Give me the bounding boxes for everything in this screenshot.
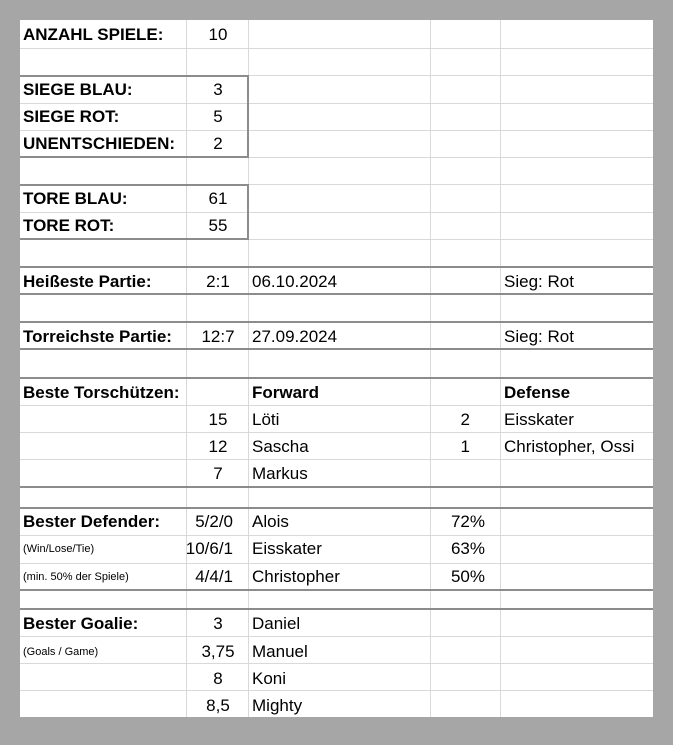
goals-red-value: 55 bbox=[208, 216, 228, 235]
defender-note-min: (min. 50% der Spiele) bbox=[23, 571, 129, 583]
defender-note-wlt: (Win/Lose/Tie) bbox=[23, 543, 95, 555]
wins-blue-label: SIEGE BLAU: bbox=[23, 80, 133, 99]
wins-red-label: SIEGE ROT: bbox=[23, 107, 120, 126]
defender-record: 5/2/0 bbox=[195, 512, 233, 531]
goalie-label: Bester Goalie: bbox=[23, 614, 139, 633]
defense-goals: 2 bbox=[460, 410, 470, 429]
defender-pct: 50% bbox=[450, 567, 485, 586]
section-border bbox=[20, 321, 653, 323]
defender-record: 10/6/1 bbox=[185, 539, 233, 558]
draws-label: UNENTSCHIEDEN: bbox=[23, 134, 176, 153]
wins-blue-value: 3 bbox=[213, 80, 223, 99]
row-divider bbox=[20, 405, 653, 406]
row-divider bbox=[20, 212, 653, 213]
section-border bbox=[20, 184, 248, 186]
goals-red-label: TORE ROT: bbox=[23, 216, 115, 235]
defender-label: Bester Defender: bbox=[23, 512, 160, 531]
row-divider bbox=[20, 130, 653, 131]
scorers-label: Beste Torschützen: bbox=[23, 383, 180, 402]
games-label: ANZAHL SPIELE: bbox=[23, 25, 164, 44]
defense-name: Christopher, Ossi bbox=[504, 437, 635, 456]
defender-pct: 72% bbox=[450, 512, 485, 531]
row-divider bbox=[20, 103, 653, 104]
forward-header: Forward bbox=[252, 383, 320, 402]
defender-record: 4/4/1 bbox=[195, 567, 233, 586]
defender-name: Christopher bbox=[252, 567, 340, 586]
column-divider bbox=[186, 20, 187, 717]
section-border bbox=[20, 156, 248, 158]
section-border bbox=[20, 486, 653, 488]
forward-name: Markus bbox=[252, 464, 308, 483]
forward-goals: 15 bbox=[208, 410, 228, 429]
hottest-date: 06.10.2024 bbox=[252, 272, 338, 291]
defense-header: Defense bbox=[504, 383, 571, 402]
row-divider bbox=[20, 48, 653, 49]
row-divider bbox=[20, 535, 653, 536]
forward-goals: 12 bbox=[208, 437, 228, 456]
hottest-label: Heißeste Partie: bbox=[23, 272, 152, 291]
section-border bbox=[20, 377, 653, 379]
section-border bbox=[20, 238, 248, 240]
section-border bbox=[20, 266, 653, 268]
forward-name: Sascha bbox=[252, 437, 309, 456]
goalie-value: 8,5 bbox=[206, 696, 230, 715]
defender-name: Alois bbox=[252, 512, 289, 531]
goalie-name: Mighty bbox=[252, 696, 303, 715]
highest-scoring-score: 12:7 bbox=[201, 327, 235, 346]
section-border bbox=[20, 507, 653, 509]
forward-goals: 7 bbox=[213, 464, 223, 483]
defender-name: Eisskater bbox=[252, 539, 322, 558]
wins-red-value: 5 bbox=[213, 107, 223, 126]
goalie-value: 8 bbox=[213, 669, 223, 688]
hottest-result: Sieg: Rot bbox=[504, 272, 574, 291]
goals-blue-value: 61 bbox=[208, 189, 228, 208]
games-value: 10 bbox=[208, 25, 228, 44]
goalie-name: Koni bbox=[252, 669, 287, 688]
row-divider bbox=[20, 690, 653, 691]
row-divider bbox=[20, 432, 653, 433]
section-border bbox=[20, 75, 248, 77]
goalie-note: (Goals / Game) bbox=[23, 646, 99, 658]
goalie-name: Manuel bbox=[252, 642, 308, 661]
goalie-value: 3 bbox=[213, 614, 223, 633]
hottest-score: 2:1 bbox=[206, 272, 230, 291]
highest-scoring-label: Torreichste Partie: bbox=[23, 327, 172, 346]
column-divider bbox=[430, 20, 431, 717]
section-border bbox=[20, 589, 653, 591]
goals-blue-label: TORE BLAU: bbox=[23, 189, 128, 208]
draws-value: 2 bbox=[213, 134, 223, 153]
column-divider bbox=[500, 20, 501, 717]
row-divider bbox=[20, 663, 653, 664]
section-border bbox=[20, 608, 653, 610]
highest-scoring-date: 27.09.2024 bbox=[252, 327, 338, 346]
goalie-value: 3,75 bbox=[201, 642, 235, 661]
defense-name: Eisskater bbox=[504, 410, 574, 429]
highest-scoring-result: Sieg: Rot bbox=[504, 327, 574, 346]
row-divider bbox=[20, 563, 653, 564]
defense-goals: 1 bbox=[460, 437, 470, 456]
row-divider bbox=[20, 459, 653, 460]
row-divider bbox=[20, 636, 653, 637]
defender-pct: 63% bbox=[450, 539, 485, 558]
spreadsheet bbox=[20, 20, 653, 717]
goalie-name: Daniel bbox=[252, 614, 301, 633]
forward-name: Löti bbox=[252, 410, 280, 429]
